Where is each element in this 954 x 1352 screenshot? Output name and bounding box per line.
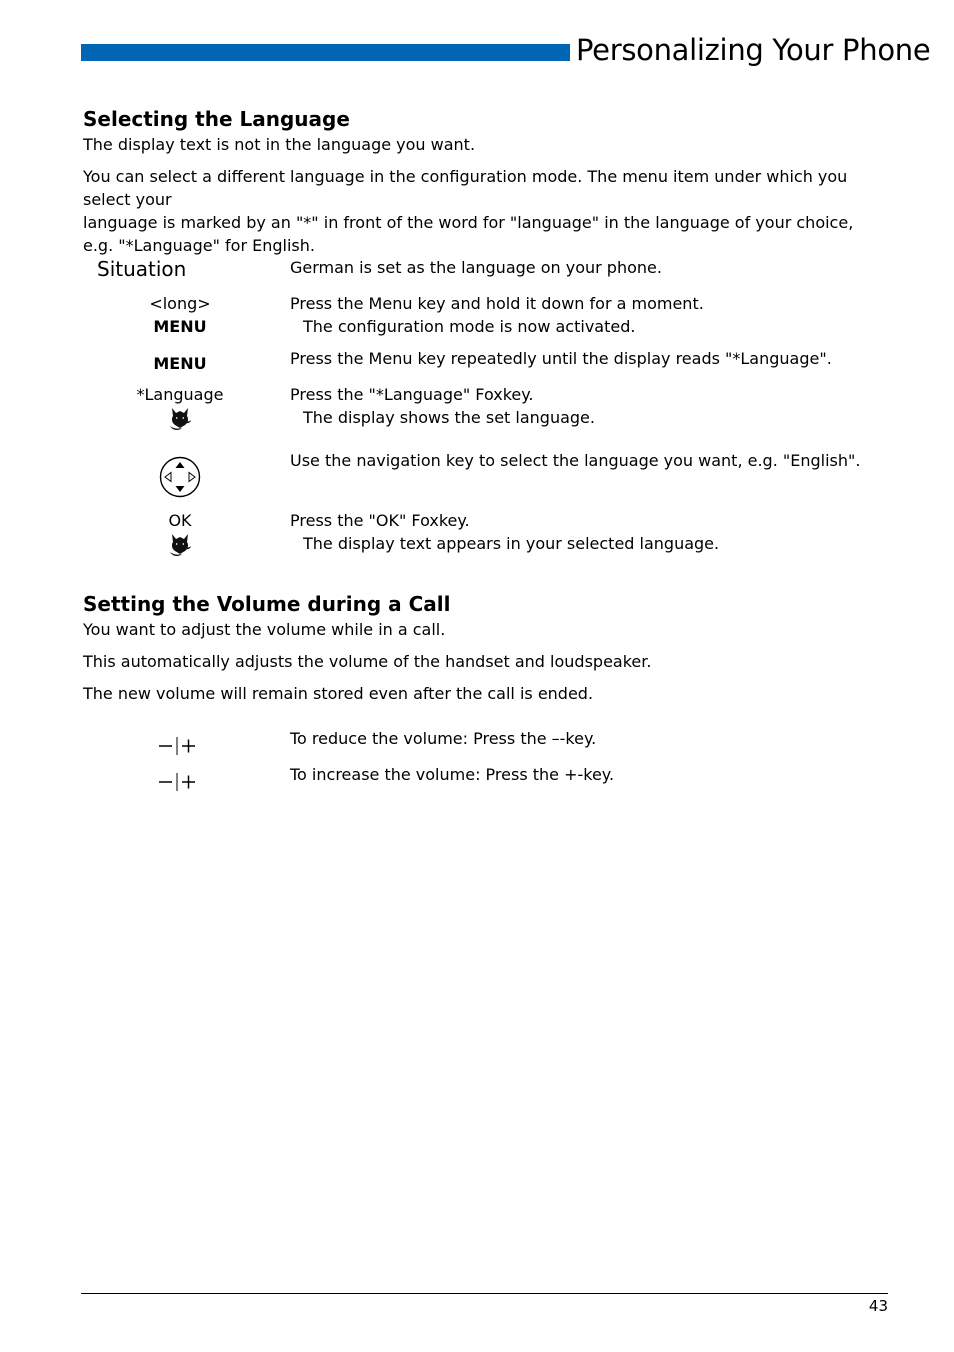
step-text: Press the Menu key repeatedly until the display reads "*Language".	[290, 349, 832, 368]
page-number: 43	[868, 1297, 888, 1315]
situation-label: Situation	[97, 257, 187, 281]
step-instruction	[290, 292, 890, 338]
section1-intro: The display text is not in the language you want.	[83, 135, 476, 154]
page-title: Personalizing Your Phone	[576, 33, 931, 67]
step-key-navigation	[80, 456, 280, 498]
step-key-menu	[80, 352, 280, 375]
step-text: Press the "*Language" Foxkey.	[290, 385, 534, 404]
step-key-ok-foxkey	[80, 509, 280, 558]
step-instruction	[290, 449, 890, 472]
menu-key-label: MENU	[153, 354, 207, 373]
foxkey-icon	[167, 406, 193, 432]
key-modifier-label: <long>	[149, 294, 211, 313]
step-key-language-foxkey	[80, 383, 280, 432]
step-result: The configuration mode is now activated.	[303, 317, 636, 336]
volume-step-reduce: To reduce the volume: Press the –-key.	[290, 729, 597, 748]
footer-divider	[81, 1293, 888, 1294]
foxkey-label: *Language	[136, 385, 224, 404]
foxkey-icon	[167, 532, 193, 558]
section2-intro: You want to adjust the volume while in a call.	[83, 620, 446, 639]
section-heading-language: Selecting the Language	[83, 107, 350, 131]
section1-paragraph	[83, 165, 893, 257]
section-heading-volume: Setting the Volume during a Call	[83, 592, 451, 616]
step-result: The display text appears in your selected language.	[303, 534, 720, 553]
foxkey-label: OK	[168, 511, 192, 530]
step-key-long-menu	[80, 292, 280, 338]
step-instruction	[290, 509, 890, 555]
section1-paragraph-line: You can select a different language in the configuration mode. The menu item under which you select your	[83, 167, 848, 209]
situation-text: German is set as the language on your phone.	[290, 258, 662, 277]
header-accent-bar	[81, 44, 570, 61]
step-instruction	[290, 347, 890, 370]
section1-paragraph-line: e.g. "*Language" for English.	[83, 236, 315, 255]
navigation-key-icon	[159, 456, 201, 498]
step-instruction	[290, 383, 890, 429]
volume-keys-icon	[157, 735, 197, 757]
step-text: Press the Menu key and hold it down for a moment.	[290, 294, 704, 313]
section2-paragraph: This automatically adjusts the volume of the handset and loudspeaker.	[83, 652, 652, 671]
volume-keys-icon	[157, 771, 197, 793]
volume-step-increase: To increase the volume: Press the +-key.	[290, 765, 615, 784]
menu-key-label: MENU	[153, 317, 207, 336]
section1-paragraph-line: language is marked by an "*" in front of the word for "language" in the language of your choice,	[83, 213, 854, 232]
step-result: The display shows the set language.	[303, 408, 595, 427]
step-text: Press the "OK" Foxkey.	[290, 511, 470, 530]
section2-paragraph: The new volume will remain stored even after the call is ended.	[83, 684, 594, 703]
step-text: Use the navigation key to select the language you want, e.g. "English".	[290, 451, 861, 470]
